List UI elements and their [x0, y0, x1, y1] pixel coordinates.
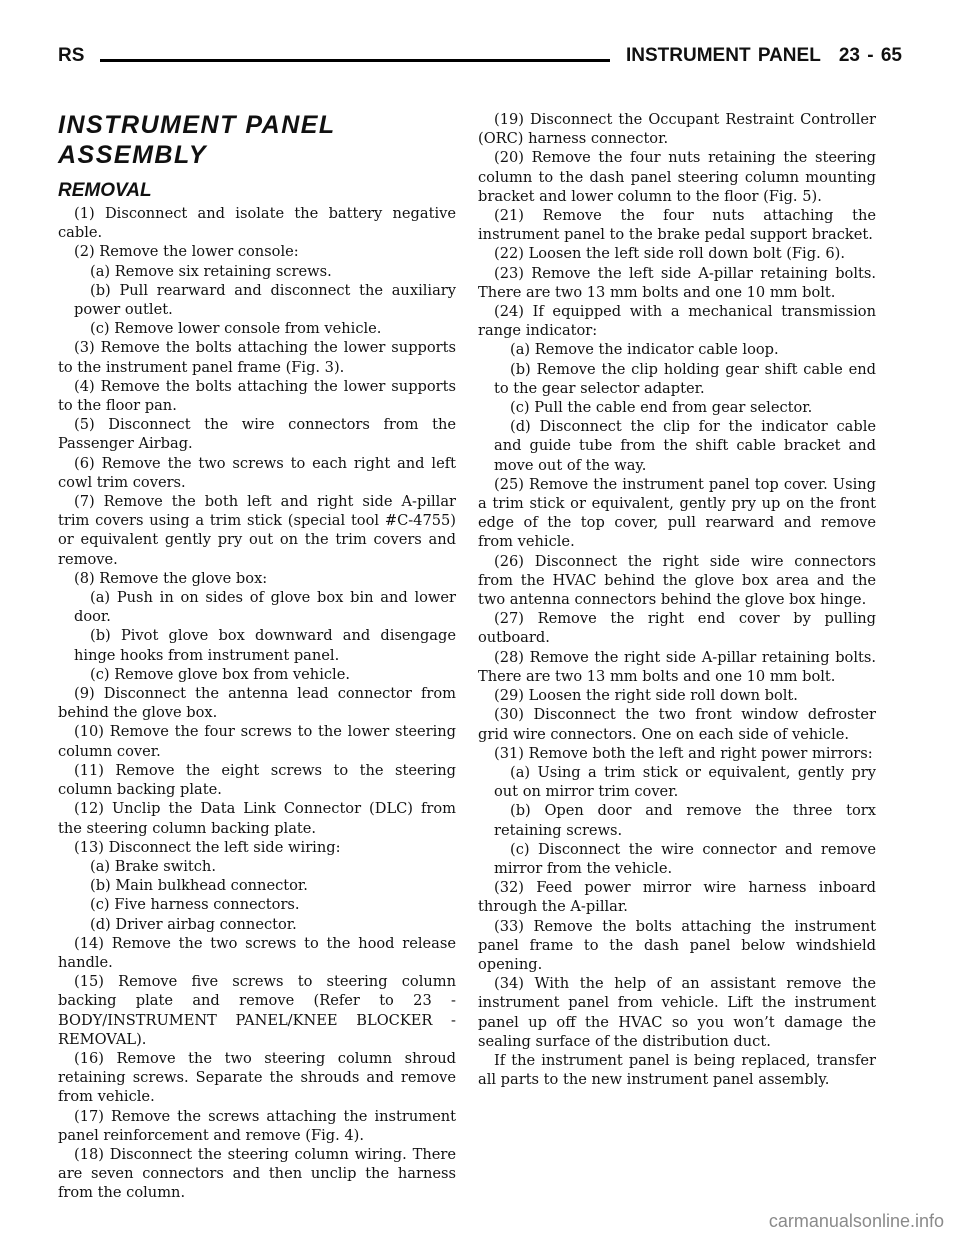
step-paragraph: (15) Remove five screws to steering column backing plate and remove (Refer to 23 - BODY/INSTRUMENT PANEL/KNEE BLOCKER - REMOVAL).: [58, 973, 456, 1048]
step-paragraph: (33) Remove the bolts attaching the instrument panel frame to the dash panel below windshield opening.: [478, 917, 876, 973]
step-paragraph: (7) Remove the both left and right side A-pillar trim covers using a trim stick (special tool #C-4755) or equivalent gently pry out on the trim covers and remove.: [58, 493, 456, 568]
sub-step-paragraph: (b) Open door and remove the three torx retaining screws.: [494, 802, 876, 839]
step-paragraph: (34) With the help of an assistant remove the instrument panel from vehicle. Lift the instrument panel up off the HVAC so you won’t damage the sealing surface of the distribution duct.: [478, 975, 876, 1050]
sub-step-paragraph: (b) Remove the clip holding gear shift cable end to the gear selector adapter.: [494, 360, 876, 397]
sub-step-paragraph: (a) Using a trim stick or equivalent, gently pry out on mirror trim cover.: [494, 763, 876, 801]
step-paragraph: (23) Remove the left side A-pillar retaining bolts. There are two 13 mm bolts and one 10 mm bolt.: [478, 264, 876, 301]
step-paragraph: (14) Remove the two screws to the hood release handle.: [58, 934, 456, 971]
step-paragraph: (24) If equipped with a mechanical transmission range indicator:: [478, 303, 876, 340]
step-paragraph: (21) Remove the four nuts attaching the instrument panel to the brake pedal support bracket.: [478, 207, 876, 244]
sub-step-paragraph: (a) Push in on sides of glove box bin and lower door.: [74, 589, 456, 626]
step-paragraph: (31) Remove both the left and right power mirrors:: [494, 744, 873, 762]
step-paragraph: (8) Remove the glove box:: [74, 569, 268, 587]
sub-step-paragraph: (d) Driver airbag connector.: [90, 915, 297, 933]
step-paragraph: (20) Remove the four nuts retaining the steering column to the dash panel steering column mounting bracket and lower column to the floor (Fig. 5).: [478, 149, 876, 205]
step-paragraph: (1) Disconnect and isolate the battery negative cable.: [58, 205, 456, 242]
sub-step-paragraph: (a) Remove six retaining screws.: [90, 262, 332, 280]
left-step-list: [58, 204, 456, 1203]
watermark: carmanualsonline.info: [768, 1211, 944, 1231]
section-title: INSTRUMENT PANEL ASSEMBLY: [58, 111, 336, 169]
sub-step-paragraph: (b) Pull rearward and disconnect the auxiliary power outlet.: [74, 281, 456, 319]
sub-step-paragraph: (c) Remove lower console from vehicle.: [90, 320, 382, 338]
step-paragraph: (6) Remove the two screws to each right and left cowl trim covers.: [58, 454, 456, 491]
step-paragraph: (3) Remove the bolts attaching the lower supports to the instrument panel frame (Fig. 3).: [58, 339, 456, 376]
step-paragraph: If the instrument panel is being replaced, transfer all parts to the new instrument panel assembly.: [478, 1051, 876, 1089]
step-paragraph: (4) Remove the bolts attaching the lower supports to the floor pan.: [58, 377, 456, 415]
header-vehicle-code: RS: [58, 45, 85, 66]
step-paragraph: (32) Feed power mirror wire harness inboard through the A-pillar.: [478, 879, 876, 916]
step-paragraph: (16) Remove the two steering column shroud retaining screws. Separate the shrouds and remove from vehicle.: [58, 1049, 456, 1106]
step-paragraph: (5) Disconnect the wire connectors from the Passenger Airbag.: [58, 416, 456, 453]
section-subtitle: REMOVAL: [58, 180, 152, 201]
sub-step-paragraph: (b) Pivot glove box downward and disengage hinge hooks from instrument panel.: [74, 627, 456, 664]
step-paragraph: (17) Remove the screws attaching the instrument panel reinforcement and remove (Fig. 4).: [58, 1107, 456, 1144]
sub-step-paragraph: (c) Remove glove box from vehicle.: [90, 665, 350, 683]
right-step-list: [478, 110, 876, 1089]
header-page-number: 23 - 65: [838, 45, 902, 66]
header-section: [626, 45, 902, 67]
sub-step-paragraph: (c) Disconnect the wire connector and remove mirror from the vehicle.: [494, 840, 876, 877]
header-section-title: INSTRUMENT PANEL: [626, 45, 821, 66]
right-column: [478, 110, 876, 1089]
sub-step-paragraph: (c) Pull the cable end from gear selector.: [510, 399, 813, 417]
sub-step-paragraph: (a) Remove the indicator cable loop.: [510, 341, 779, 359]
step-paragraph: (19) Disconnect the Occupant Restraint Controller (ORC) harness connector.: [478, 111, 876, 148]
left-column: [58, 110, 456, 1203]
step-paragraph: (25) Remove the instrument panel top cover. Using a trim stick or equivalent, gently pry up on the front edge of the top cover, pull rearward and remove from vehicle.: [478, 475, 876, 551]
header-rule: [100, 59, 610, 62]
step-paragraph: (30) Disconnect the two front window defroster grid wire connectors. One on each side of vehicle.: [478, 706, 876, 743]
step-paragraph: (27) Remove the right end cover by pulling outboard.: [478, 610, 876, 647]
step-paragraph: (9) Disconnect the antenna lead connector from behind the glove box.: [58, 685, 456, 722]
step-paragraph: (2) Remove the lower console:: [74, 243, 299, 261]
sub-step-paragraph: (a) Brake switch.: [90, 857, 216, 875]
step-paragraph: (22) Loosen the left side roll down bolt (Fig. 6).: [494, 245, 845, 263]
step-paragraph: (28) Remove the right side A-pillar retaining bolts. There are two 13 mm bolts and one 10 mm bolt.: [478, 648, 876, 685]
step-paragraph: (10) Remove the four screws to the lower steering column cover.: [58, 723, 456, 760]
sub-step-paragraph: (b) Main bulkhead connector.: [90, 877, 308, 895]
sub-step-paragraph: (d) Disconnect the clip for the indicator cable and guide tube from the shift cable bracket and move out of the way.: [494, 418, 876, 474]
step-paragraph: (13) Disconnect the left side wiring:: [74, 838, 341, 856]
step-paragraph: (18) Disconnect the steering column wiring. There are seven connectors and then unclip the harness from the column.: [58, 1145, 456, 1202]
step-paragraph: (12) Unclip the Data Link Connector (DLC) from the steering column backing plate.: [58, 800, 456, 837]
step-paragraph: (11) Remove the eight screws to the steering column backing plate.: [58, 761, 456, 799]
sub-step-paragraph: (c) Five harness connectors.: [90, 896, 300, 914]
page-header: [58, 42, 902, 72]
step-paragraph: (26) Disconnect the right side wire connectors from the HVAC behind the glove box area and the two antenna connectors behind the glove box hinge.: [478, 552, 876, 609]
step-paragraph: (29) Loosen the right side roll down bolt.: [494, 687, 798, 705]
